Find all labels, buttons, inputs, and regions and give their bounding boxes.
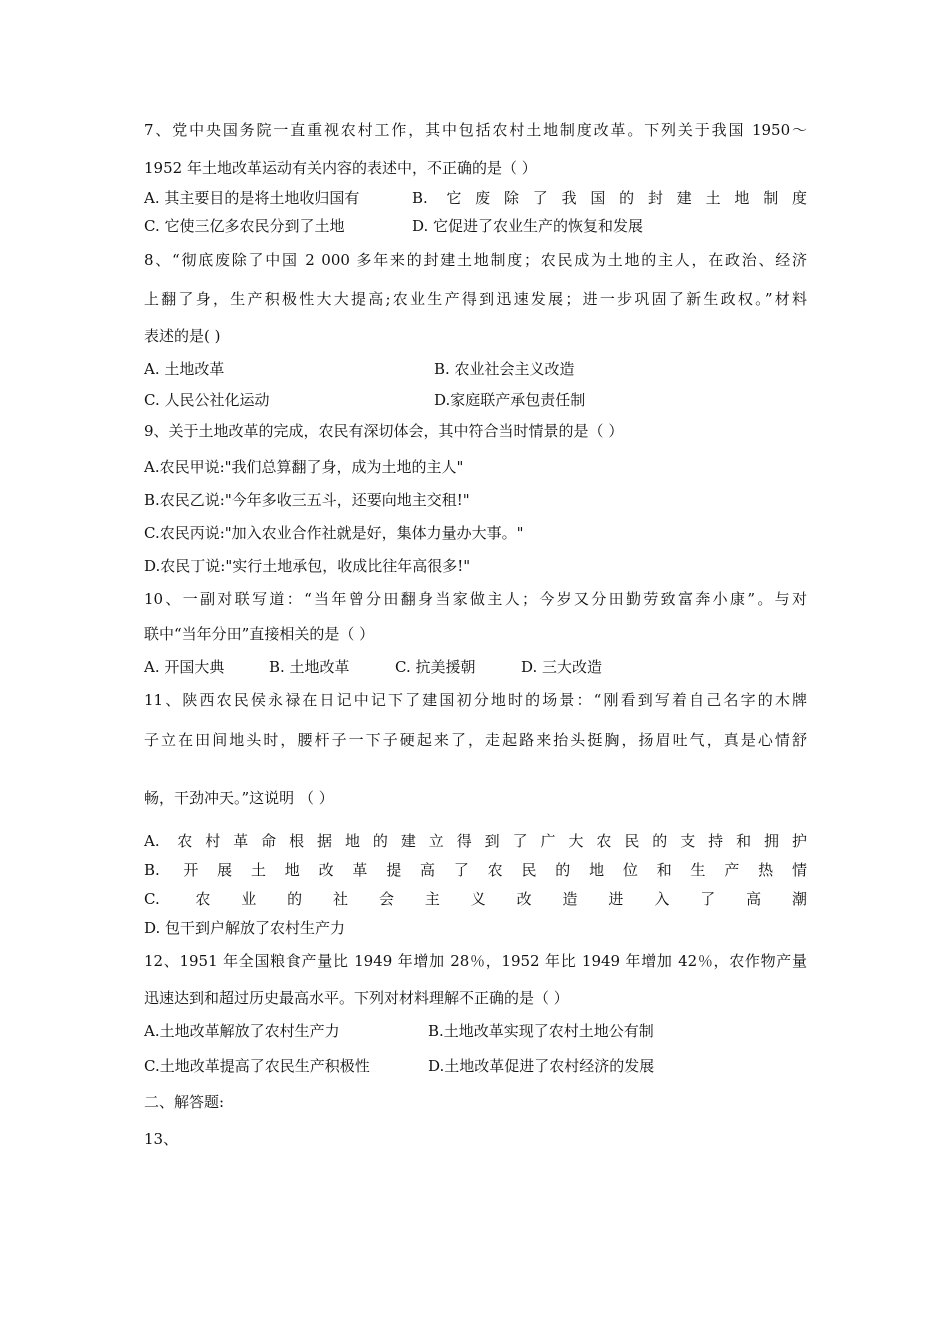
q10-option-d: D. 三大改造 [521,658,603,676]
q7-option-c: C. 它使三亿多农民分到了土地 [144,217,345,235]
q11-stem-line-3: 畅，干劲冲天。”这说明 （ ） [144,789,334,807]
section-2-heading: 二、解答题: [144,1093,225,1111]
q7-option-a: A. 其主要目的是将土地收归国有 [144,189,360,207]
q11-option-b: B. 开展土地改革提高了农民的地位和生产热情 [144,861,807,879]
q7-options-row-1 [144,188,807,208]
q11-option-c: C. 农业的社会主义改造进入了高潮 [144,890,807,908]
q8-stem-line-1: 8、“彻底废除了中国 2 000 多年来的封建土地制度；农民成为土地的主人，在政治、经济 [144,251,807,269]
q8-option-b: B. 农业社会主义改造 [434,360,575,378]
q9-option-a: A.农民甲说:"我们总算翻了身，成为土地的主人" [144,458,464,476]
q8-stem-line-3: 表述的是( ) [144,327,221,345]
q12-option-b: B.土地改革实现了农村土地公有制 [428,1022,654,1040]
q7-option-b: B. 它废除了我国的封建土地制度 [412,189,807,207]
q8-option-d: D.家庭联产承包责任制 [434,391,586,409]
q7-option-d: D. 它促进了农业生产的恢复和发展 [412,217,644,235]
q9-option-c: C.农民丙说:"加入农业合作社就是好，集体力量办大事。" [144,524,524,542]
q9-stem: 9、关于土地改革的完成，农民有深切体会，其中符合当时情景的是（ ） [144,422,624,440]
q11-stem-line-1: 11、陕西农民侯永禄在日记中记下了建国初分地时的场景：“刚看到写着自己名字的木牌 [144,691,807,709]
q8-options-row-1 [144,359,575,379]
q12-option-a: A.土地改革解放了农村生产力 [144,1022,340,1040]
q8-options-row-2 [144,390,585,410]
q12-options-row-1 [144,1021,654,1041]
q13-label: 13、 [144,1130,179,1148]
q7-options-row-2 [144,216,643,236]
q10-stem-line-1: 10、一副对联写道：“当年曾分田翻身当家做主人；今岁又分田勤劳致富奔小康”。与对 [144,590,807,608]
q9-option-d: D.农民丁说:"实行土地承包，收成比往年高很多!" [144,557,471,575]
q10-options-row [144,657,602,677]
q8-option-a: A. 土地改革 [144,360,225,378]
q9-option-b: B.农民乙说:"今年多收三五斗，还要向地主交租!" [144,491,470,509]
q8-stem-line-2: 上翻了身，生产积极性大大提高;农业生产得到迅速发展；进一步巩固了新生政权。”材料 [144,290,807,308]
q11-option-d: D. 包干到户解放了农村生产力 [144,919,346,937]
q10-option-a: A. 开国大典 [144,658,225,676]
q12-stem-line-1: 12、1951 年全国粮食产量比 1949 年增加 28％，1952 年比 1949 年增加 42％，农作物产量 [144,952,807,970]
q10-option-b: B. 土地改革 [269,658,350,676]
q7-stem-line-1: 7、党中央国务院一直重视农村工作，其中包括农村土地制度改革。下列关于我国 1950～ [144,121,807,139]
q8-option-c: C. 人民公社化运动 [144,391,270,409]
q12-option-c: C.土地改革提高了农民生产积极性 [144,1057,370,1075]
q11-option-a: A. 农村革命根据地的建立得到了广大农民的支持和拥护 [144,832,807,850]
q12-stem-line-2: 迅速达到和超过历史最高水平。下列对材料理解不正确的是（ ） [144,989,569,1007]
q12-option-d: D.土地改革促进了农村经济的发展 [428,1057,655,1075]
q7-stem-line-2: 1952 年土地改革运动有关内容的表述中，不正确的是（ ） [144,159,537,177]
q12-options-row-2 [144,1056,654,1076]
q10-option-c: C. 抗美援朝 [395,658,476,676]
q10-stem-line-2: 联中“当年分田”直接相关的是（ ） [144,625,375,643]
q11-stem-line-2: 子立在田间地头时，腰杆子一下子硬起来了，走起路来抬头挺胸，扬眉吐气，真是心情舒 [144,731,807,749]
